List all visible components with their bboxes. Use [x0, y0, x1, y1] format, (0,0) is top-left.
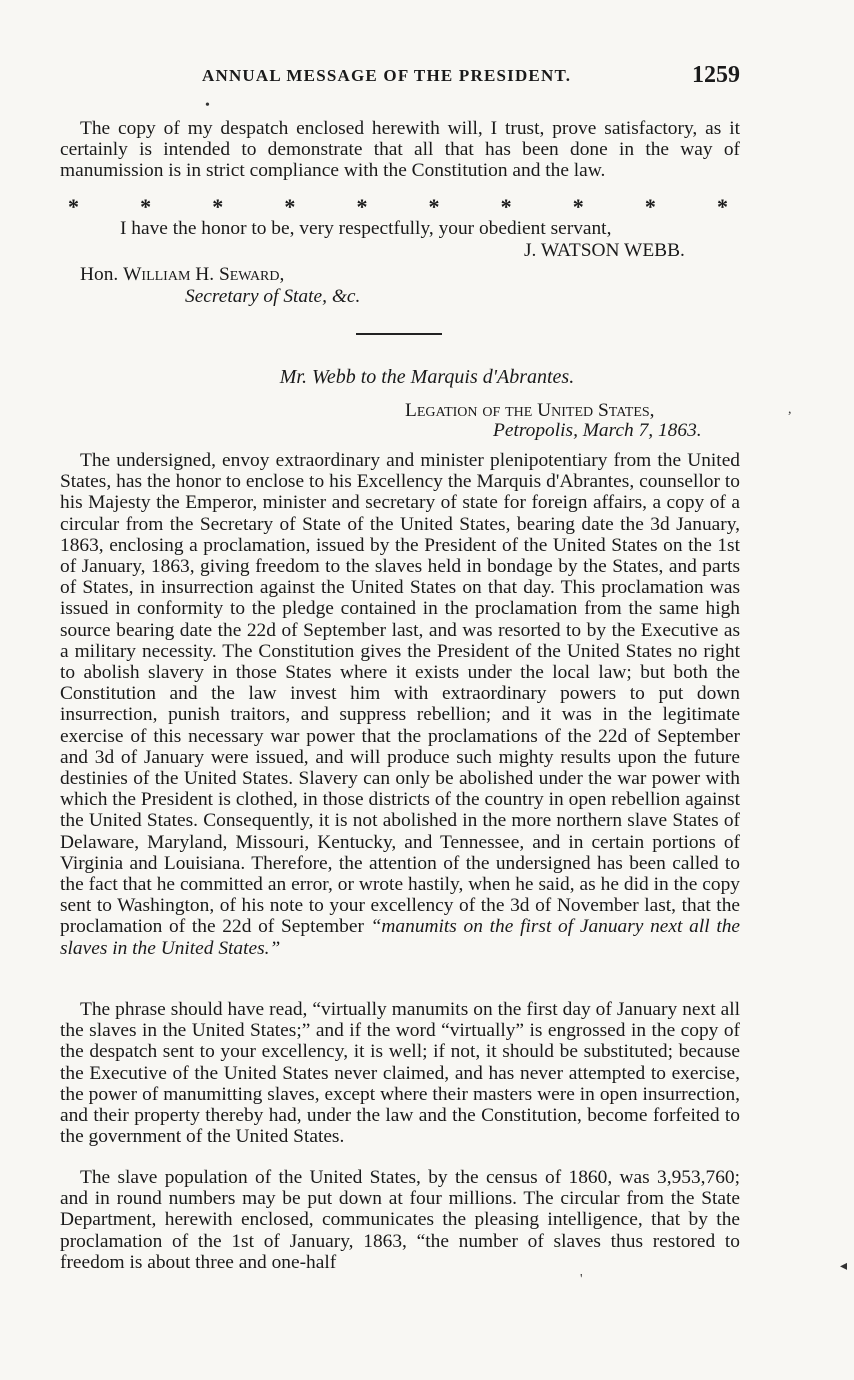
- addressee-name: William H. Seward,: [123, 264, 285, 285]
- addressee-prefix: Hon.: [80, 264, 119, 285]
- letter2-paragraph-2: The phrase should have read, “virtually manumits on the first day of January next all the slaves in the United States;” and if the word “virtually” is engrossed in the copy of the despatch sent to your excellency, it is well; if not, it should be substituted; because the Executive of the United States never claimed, and has never attempted to exercise, the power of manumitting slaves, except where their masters were in open insurrection, and their property thereby had, under the law and the Constitution, become forfeited to the government of the United States.: [60, 999, 740, 1148]
- print-mark: ': [580, 1272, 583, 1287]
- letter2-paragraph-1: [60, 450, 740, 959]
- print-mark: ,: [788, 402, 792, 417]
- paragraph-text: The undersigned, envoy extraordinary and minister plenipotentiary from the United States, has the honor to enclose to his Excellency the Marquis d'Abrantes, counsellor to his Majesty the Emperor, minister and secretary of state for foreign affairs, a copy of a circular from the Secretary of State of the United States, bearing date the 3d January, 1863, enclosing a proclamation, issued by the President of the United States on the 1st of January, 1863, giving freedom to the slaves held in bondage by the States, and parts of States, in insurrection against the United States on that day. This proclamation was issued in conformity to the pledge contained in the proclamation from the same high source bearing date the 22d of September last, and was resorted to by the Executive as a military necessity. The Constitution gives the President of the United States no right to abolish slavery in those States where it exists under the local law; but both the Constitution and the law invest him with extraordinary powers to put down insurrection, punish traitors, and suppress rebellion; and it was in the legitimate exercise of this necessary war power that the proclamations of the 22d of September and 3d of January were issued, and will produce such mighty results upon the future destinies of the United States. Slavery can only be abolished under the war power with which the President is clothed, in those districts of the country in open rebellion against the United States. Consequently, it is not abolished in the more northern slave States of Delaware, Maryland, Missouri, Kentucky, and Tennessee, and in certain portions of Virginia and Louisiana. Therefore, the attention of the undersigned has been called to the fact that he committed an error, or wrote hastily, when he said, as he did in the copy sent to Washington, of his note to your excellency of the 3d of November last, that the proclamation of the 22d of September: [60, 450, 740, 938]
- print-mark: •: [205, 98, 210, 113]
- signature: J. WATSON WEBB.: [524, 240, 685, 261]
- letter-title: Mr. Webb to the Marquis d'Abrantes.: [279, 366, 575, 388]
- running-head: ANNUAL MESSAGE OF THE PRESIDENT.: [202, 66, 572, 85]
- asterisk: *: [572, 194, 584, 219]
- page-edge-mark: ◂: [840, 1259, 848, 1274]
- place-date-line: Petropolis, March 7, 1863.: [493, 420, 702, 441]
- asterisk: *: [68, 194, 79, 219]
- section-divider: [356, 333, 442, 335]
- page-number: 1259: [692, 62, 740, 88]
- asterisk: *: [284, 194, 296, 219]
- asterisk: *: [644, 194, 656, 219]
- ellipsis-asterisks: [68, 194, 728, 220]
- addressee: [80, 264, 284, 286]
- asterisk: *: [212, 194, 224, 219]
- addressee-title: Secretary of State, &c.: [185, 286, 361, 307]
- asterisk: *: [716, 194, 728, 219]
- letter2-paragraph-3: The slave population of the United States, by the census of 1860, was 3,953,760; and in round numbers may be put down at four millions. The circular from the State Department, herewith enclosed, communicates the pleasing intelligence, that by the proclamation of the 1st of January, 1863, “the number of slaves thus restored to freedom is about three and one-half: [60, 1167, 740, 1273]
- legation-line: Legation of the United States,: [405, 400, 655, 421]
- page-header: [60, 62, 740, 92]
- asterisk: *: [140, 194, 152, 219]
- letter1-paragraph: The copy of my despatch enclosed herewith will, I trust, prove satisfactory, as it certainly is intended to demonstrate that all that has been done in the way of manumission is in strict compliance with the Constitution and the law.: [60, 118, 740, 182]
- asterisk: *: [428, 194, 440, 219]
- asterisk: *: [500, 194, 512, 219]
- quoted-phrase: “manumits on the first of January next all the slaves in the United States.”: [60, 916, 741, 959]
- asterisk: *: [356, 194, 368, 219]
- closing-line: I have the honor to be, very respectfully, your obedient servant,: [120, 218, 612, 239]
